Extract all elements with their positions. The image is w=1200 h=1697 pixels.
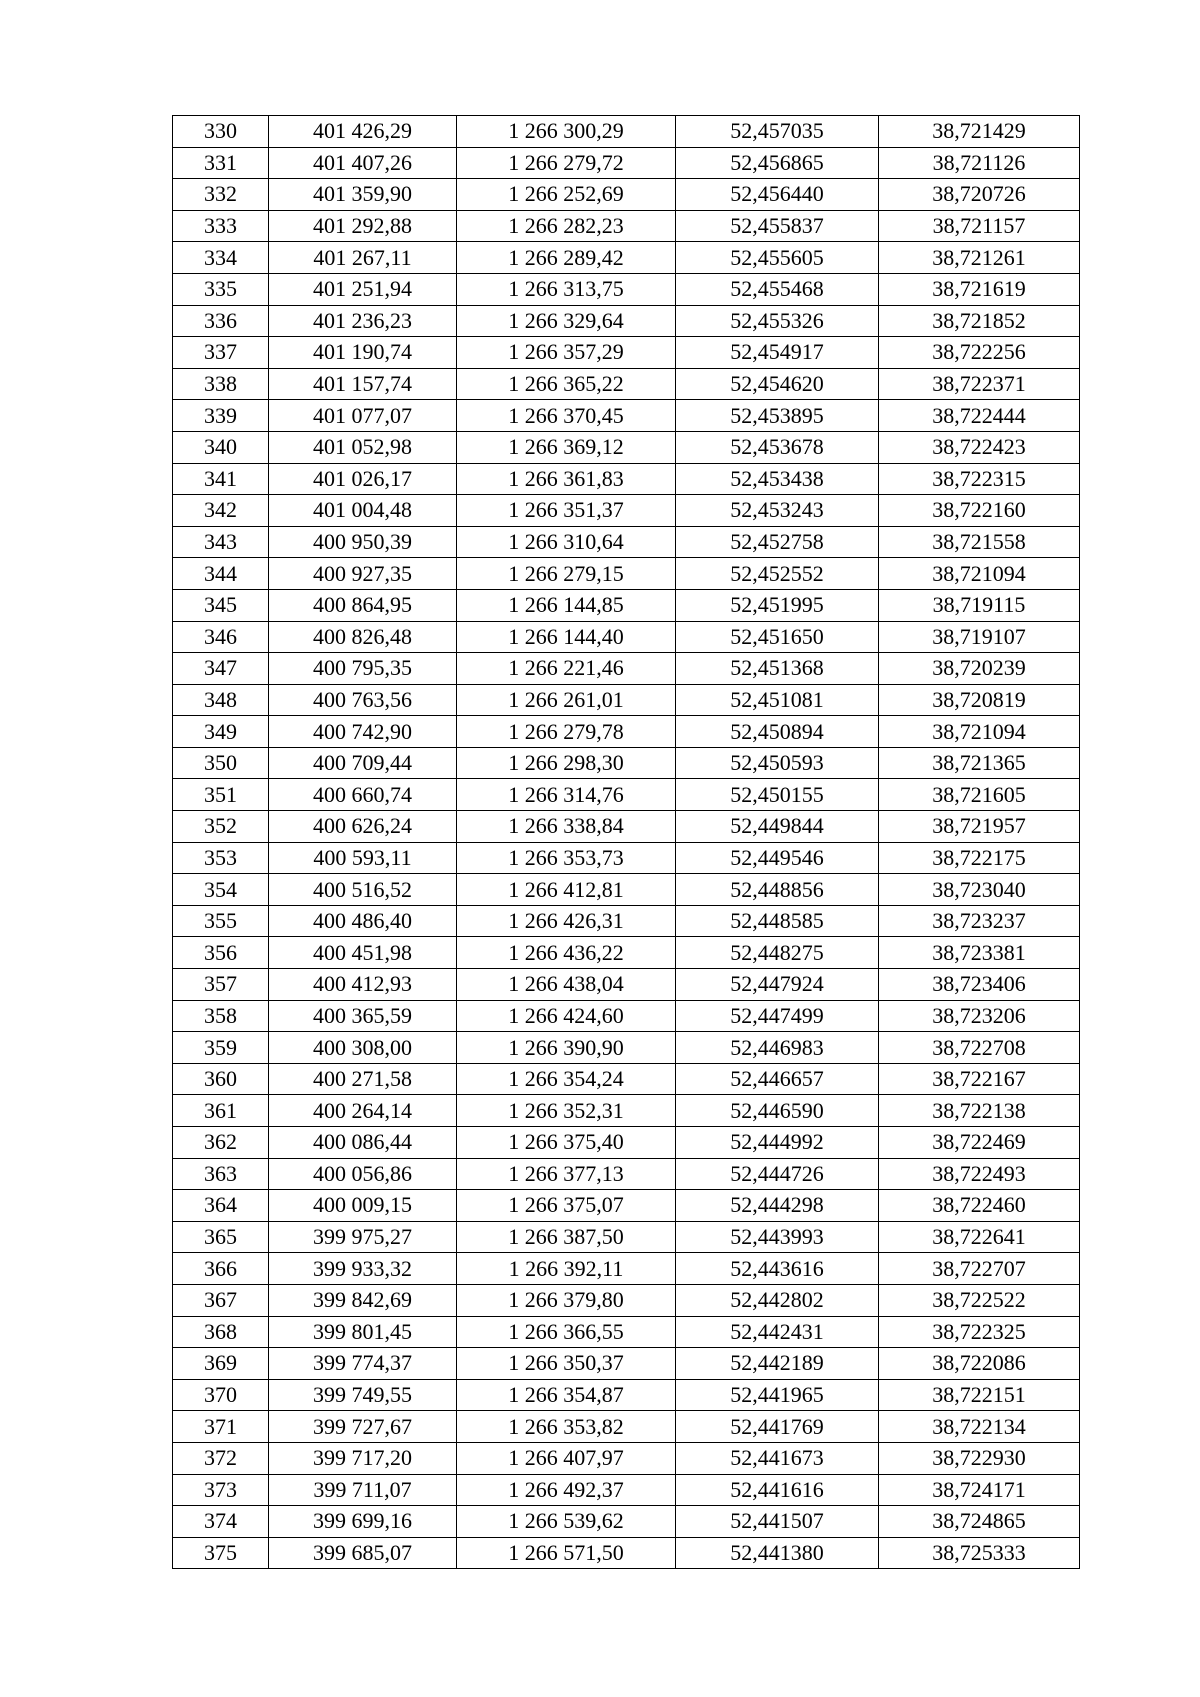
table-row — [173, 779, 1080, 811]
longitude-cell: 38,722325 — [879, 1316, 1080, 1348]
y-coordinate-cell: 1 266 365,22 — [457, 368, 676, 400]
longitude-cell: 38,722175 — [879, 842, 1080, 874]
latitude-cell: 52,449546 — [676, 842, 879, 874]
x-coordinate-cell: 400 516,52 — [269, 874, 457, 906]
x-coordinate-cell: 401 004,48 — [269, 495, 457, 527]
longitude-cell: 38,719107 — [879, 621, 1080, 653]
longitude-cell: 38,721619 — [879, 273, 1080, 305]
table-row — [173, 1284, 1080, 1316]
point-number-cell: 361 — [173, 1095, 269, 1127]
x-coordinate-cell: 400 264,14 — [269, 1095, 457, 1127]
x-coordinate-cell: 399 801,45 — [269, 1316, 457, 1348]
table-row — [173, 463, 1080, 495]
y-coordinate-cell: 1 266 279,78 — [457, 716, 676, 748]
x-coordinate-cell: 400 451,98 — [269, 937, 457, 969]
y-coordinate-cell: 1 266 379,80 — [457, 1284, 676, 1316]
latitude-cell: 52,447924 — [676, 969, 879, 1001]
point-number-cell: 365 — [173, 1221, 269, 1253]
y-coordinate-cell: 1 266 492,37 — [457, 1474, 676, 1506]
x-coordinate-cell: 399 685,07 — [269, 1537, 457, 1569]
table-row — [173, 589, 1080, 621]
longitude-cell: 38,722138 — [879, 1095, 1080, 1127]
longitude-cell: 38,722460 — [879, 1190, 1080, 1222]
table-row — [173, 400, 1080, 432]
longitude-cell: 38,725333 — [879, 1537, 1080, 1569]
y-coordinate-cell: 1 266 144,85 — [457, 589, 676, 621]
longitude-cell: 38,721558 — [879, 526, 1080, 558]
longitude-cell: 38,722469 — [879, 1127, 1080, 1159]
table-row — [173, 842, 1080, 874]
y-coordinate-cell: 1 266 353,82 — [457, 1411, 676, 1443]
latitude-cell: 52,457035 — [676, 116, 879, 148]
longitude-cell: 38,721852 — [879, 305, 1080, 337]
x-coordinate-cell: 399 774,37 — [269, 1348, 457, 1380]
y-coordinate-cell: 1 266 370,45 — [457, 400, 676, 432]
longitude-cell: 38,719115 — [879, 589, 1080, 621]
x-coordinate-cell: 399 975,27 — [269, 1221, 457, 1253]
latitude-cell: 52,442431 — [676, 1316, 879, 1348]
y-coordinate-cell: 1 266 390,90 — [457, 1032, 676, 1064]
x-coordinate-cell: 400 826,48 — [269, 621, 457, 653]
x-coordinate-cell: 399 727,67 — [269, 1411, 457, 1443]
point-number-cell: 340 — [173, 431, 269, 463]
x-coordinate-cell: 400 660,74 — [269, 779, 457, 811]
longitude-cell: 38,721261 — [879, 242, 1080, 274]
y-coordinate-cell: 1 266 314,76 — [457, 779, 676, 811]
point-number-cell: 332 — [173, 179, 269, 211]
x-coordinate-cell: 401 026,17 — [269, 463, 457, 495]
table-row — [173, 1063, 1080, 1095]
point-number-cell: 364 — [173, 1190, 269, 1222]
latitude-cell: 52,441965 — [676, 1379, 879, 1411]
point-number-cell: 357 — [173, 969, 269, 1001]
table-row — [173, 1474, 1080, 1506]
y-coordinate-cell: 1 266 354,24 — [457, 1063, 676, 1095]
latitude-cell: 52,446983 — [676, 1032, 879, 1064]
x-coordinate-cell: 400 009,15 — [269, 1190, 457, 1222]
table-row — [173, 1316, 1080, 1348]
x-coordinate-cell: 401 077,07 — [269, 400, 457, 432]
longitude-cell: 38,722151 — [879, 1379, 1080, 1411]
latitude-cell: 52,448856 — [676, 874, 879, 906]
longitude-cell: 38,721094 — [879, 558, 1080, 590]
x-coordinate-cell: 400 271,58 — [269, 1063, 457, 1095]
table-row — [173, 1537, 1080, 1569]
table-row — [173, 116, 1080, 148]
latitude-cell: 52,450593 — [676, 747, 879, 779]
point-number-cell: 342 — [173, 495, 269, 527]
x-coordinate-cell: 399 933,32 — [269, 1253, 457, 1285]
latitude-cell: 52,451650 — [676, 621, 879, 653]
point-number-cell: 346 — [173, 621, 269, 653]
latitude-cell: 52,449844 — [676, 811, 879, 843]
longitude-cell: 38,722444 — [879, 400, 1080, 432]
table-row — [173, 1348, 1080, 1380]
coordinates-table-body — [173, 116, 1080, 1569]
longitude-cell: 38,723206 — [879, 1000, 1080, 1032]
x-coordinate-cell: 401 292,88 — [269, 210, 457, 242]
y-coordinate-cell: 1 266 407,97 — [457, 1442, 676, 1474]
table-row — [173, 716, 1080, 748]
latitude-cell: 52,456440 — [676, 179, 879, 211]
latitude-cell: 52,441769 — [676, 1411, 879, 1443]
latitude-cell: 52,441507 — [676, 1506, 879, 1538]
point-number-cell: 369 — [173, 1348, 269, 1380]
point-number-cell: 335 — [173, 273, 269, 305]
x-coordinate-cell: 401 407,26 — [269, 147, 457, 179]
latitude-cell: 52,442802 — [676, 1284, 879, 1316]
x-coordinate-cell: 401 190,74 — [269, 337, 457, 369]
y-coordinate-cell: 1 266 539,62 — [457, 1506, 676, 1538]
table-row — [173, 969, 1080, 1001]
y-coordinate-cell: 1 266 352,31 — [457, 1095, 676, 1127]
y-coordinate-cell: 1 266 313,75 — [457, 273, 676, 305]
point-number-cell: 331 — [173, 147, 269, 179]
latitude-cell: 52,441673 — [676, 1442, 879, 1474]
table-row — [173, 210, 1080, 242]
x-coordinate-cell: 400 763,56 — [269, 684, 457, 716]
point-number-cell: 337 — [173, 337, 269, 369]
x-coordinate-cell: 400 308,00 — [269, 1032, 457, 1064]
x-coordinate-cell: 399 699,16 — [269, 1506, 457, 1538]
table-row — [173, 1095, 1080, 1127]
table-row — [173, 1158, 1080, 1190]
y-coordinate-cell: 1 266 369,12 — [457, 431, 676, 463]
latitude-cell: 52,442189 — [676, 1348, 879, 1380]
y-coordinate-cell: 1 266 282,23 — [457, 210, 676, 242]
latitude-cell: 52,444726 — [676, 1158, 879, 1190]
table-row — [173, 526, 1080, 558]
longitude-cell: 38,722256 — [879, 337, 1080, 369]
coordinates-table — [172, 115, 1080, 1569]
latitude-cell: 52,441616 — [676, 1474, 879, 1506]
x-coordinate-cell: 401 426,29 — [269, 116, 457, 148]
longitude-cell: 38,723381 — [879, 937, 1080, 969]
x-coordinate-cell: 401 251,94 — [269, 273, 457, 305]
y-coordinate-cell: 1 266 426,31 — [457, 905, 676, 937]
table-row — [173, 1411, 1080, 1443]
y-coordinate-cell: 1 266 571,50 — [457, 1537, 676, 1569]
latitude-cell: 52,453438 — [676, 463, 879, 495]
x-coordinate-cell: 400 086,44 — [269, 1127, 457, 1159]
point-number-cell: 370 — [173, 1379, 269, 1411]
x-coordinate-cell: 401 359,90 — [269, 179, 457, 211]
y-coordinate-cell: 1 266 353,73 — [457, 842, 676, 874]
point-number-cell: 356 — [173, 937, 269, 969]
y-coordinate-cell: 1 266 329,64 — [457, 305, 676, 337]
latitude-cell: 52,453895 — [676, 400, 879, 432]
longitude-cell: 38,724865 — [879, 1506, 1080, 1538]
y-coordinate-cell: 1 266 366,55 — [457, 1316, 676, 1348]
x-coordinate-cell: 400 626,24 — [269, 811, 457, 843]
point-number-cell: 351 — [173, 779, 269, 811]
x-coordinate-cell: 400 927,35 — [269, 558, 457, 590]
y-coordinate-cell: 1 266 412,81 — [457, 874, 676, 906]
x-coordinate-cell: 399 711,07 — [269, 1474, 457, 1506]
longitude-cell: 38,722930 — [879, 1442, 1080, 1474]
x-coordinate-cell: 399 717,20 — [269, 1442, 457, 1474]
longitude-cell: 38,722423 — [879, 431, 1080, 463]
point-number-cell: 343 — [173, 526, 269, 558]
point-number-cell: 350 — [173, 747, 269, 779]
y-coordinate-cell: 1 266 221,46 — [457, 653, 676, 685]
latitude-cell: 52,450155 — [676, 779, 879, 811]
longitude-cell: 38,722167 — [879, 1063, 1080, 1095]
table-row — [173, 1379, 1080, 1411]
latitude-cell: 52,451368 — [676, 653, 879, 685]
x-coordinate-cell: 400 742,90 — [269, 716, 457, 748]
longitude-cell: 38,721957 — [879, 811, 1080, 843]
point-number-cell: 338 — [173, 368, 269, 400]
y-coordinate-cell: 1 266 354,87 — [457, 1379, 676, 1411]
point-number-cell: 359 — [173, 1032, 269, 1064]
latitude-cell: 52,453243 — [676, 495, 879, 527]
latitude-cell: 52,443993 — [676, 1221, 879, 1253]
longitude-cell: 38,723040 — [879, 874, 1080, 906]
point-number-cell: 353 — [173, 842, 269, 874]
point-number-cell: 363 — [173, 1158, 269, 1190]
point-number-cell: 336 — [173, 305, 269, 337]
x-coordinate-cell: 399 749,55 — [269, 1379, 457, 1411]
longitude-cell: 38,721094 — [879, 716, 1080, 748]
y-coordinate-cell: 1 266 438,04 — [457, 969, 676, 1001]
table-row — [173, 242, 1080, 274]
latitude-cell: 52,444992 — [676, 1127, 879, 1159]
latitude-cell: 52,443616 — [676, 1253, 879, 1285]
latitude-cell: 52,453678 — [676, 431, 879, 463]
y-coordinate-cell: 1 266 392,11 — [457, 1253, 676, 1285]
table-row — [173, 1000, 1080, 1032]
point-number-cell: 339 — [173, 400, 269, 432]
table-row — [173, 1221, 1080, 1253]
latitude-cell: 52,454620 — [676, 368, 879, 400]
table-row — [173, 305, 1080, 337]
y-coordinate-cell: 1 266 436,22 — [457, 937, 676, 969]
x-coordinate-cell: 401 052,98 — [269, 431, 457, 463]
longitude-cell: 38,720239 — [879, 653, 1080, 685]
table-row — [173, 937, 1080, 969]
latitude-cell: 52,454917 — [676, 337, 879, 369]
y-coordinate-cell: 1 266 310,64 — [457, 526, 676, 558]
point-number-cell: 355 — [173, 905, 269, 937]
longitude-cell: 38,722086 — [879, 1348, 1080, 1380]
point-number-cell: 368 — [173, 1316, 269, 1348]
x-coordinate-cell: 401 236,23 — [269, 305, 457, 337]
table-row — [173, 811, 1080, 843]
x-coordinate-cell: 400 056,86 — [269, 1158, 457, 1190]
latitude-cell: 52,448585 — [676, 905, 879, 937]
y-coordinate-cell: 1 266 424,60 — [457, 1000, 676, 1032]
table-row — [173, 273, 1080, 305]
x-coordinate-cell: 400 412,93 — [269, 969, 457, 1001]
latitude-cell: 52,451081 — [676, 684, 879, 716]
latitude-cell: 52,447499 — [676, 1000, 879, 1032]
x-coordinate-cell: 400 709,44 — [269, 747, 457, 779]
point-number-cell: 349 — [173, 716, 269, 748]
point-number-cell: 334 — [173, 242, 269, 274]
x-coordinate-cell: 400 593,11 — [269, 842, 457, 874]
y-coordinate-cell: 1 266 387,50 — [457, 1221, 676, 1253]
y-coordinate-cell: 1 266 252,69 — [457, 179, 676, 211]
point-number-cell: 362 — [173, 1127, 269, 1159]
table-row — [173, 337, 1080, 369]
latitude-cell: 52,446590 — [676, 1095, 879, 1127]
y-coordinate-cell: 1 266 279,15 — [457, 558, 676, 590]
point-number-cell: 348 — [173, 684, 269, 716]
table-row — [173, 1127, 1080, 1159]
longitude-cell: 38,721605 — [879, 779, 1080, 811]
longitude-cell: 38,722134 — [879, 1411, 1080, 1443]
point-number-cell: 333 — [173, 210, 269, 242]
longitude-cell: 38,721126 — [879, 147, 1080, 179]
x-coordinate-cell: 400 365,59 — [269, 1000, 457, 1032]
latitude-cell: 52,446657 — [676, 1063, 879, 1095]
longitude-cell: 38,721429 — [879, 116, 1080, 148]
x-coordinate-cell: 400 864,95 — [269, 589, 457, 621]
y-coordinate-cell: 1 266 279,72 — [457, 147, 676, 179]
longitude-cell: 38,722493 — [879, 1158, 1080, 1190]
longitude-cell: 38,722371 — [879, 368, 1080, 400]
longitude-cell: 38,722641 — [879, 1221, 1080, 1253]
longitude-cell: 38,722315 — [879, 463, 1080, 495]
table-row — [173, 147, 1080, 179]
point-number-cell: 354 — [173, 874, 269, 906]
table-row — [173, 621, 1080, 653]
point-number-cell: 366 — [173, 1253, 269, 1285]
table-row — [173, 1506, 1080, 1538]
y-coordinate-cell: 1 266 298,30 — [457, 747, 676, 779]
latitude-cell: 52,448275 — [676, 937, 879, 969]
y-coordinate-cell: 1 266 357,29 — [457, 337, 676, 369]
table-row — [173, 558, 1080, 590]
table-row — [173, 747, 1080, 779]
longitude-cell: 38,723237 — [879, 905, 1080, 937]
y-coordinate-cell: 1 266 300,29 — [457, 116, 676, 148]
x-coordinate-cell: 399 842,69 — [269, 1284, 457, 1316]
longitude-cell: 38,720819 — [879, 684, 1080, 716]
table-row — [173, 368, 1080, 400]
y-coordinate-cell: 1 266 289,42 — [457, 242, 676, 274]
point-number-cell: 371 — [173, 1411, 269, 1443]
latitude-cell: 52,441380 — [676, 1537, 879, 1569]
longitude-cell: 38,721365 — [879, 747, 1080, 779]
point-number-cell: 373 — [173, 1474, 269, 1506]
table-row — [173, 874, 1080, 906]
point-number-cell: 347 — [173, 653, 269, 685]
y-coordinate-cell: 1 266 261,01 — [457, 684, 676, 716]
table-row — [173, 495, 1080, 527]
x-coordinate-cell: 400 486,40 — [269, 905, 457, 937]
point-number-cell: 372 — [173, 1442, 269, 1474]
latitude-cell: 52,455837 — [676, 210, 879, 242]
latitude-cell: 52,452552 — [676, 558, 879, 590]
longitude-cell: 38,722707 — [879, 1253, 1080, 1285]
table-row — [173, 684, 1080, 716]
latitude-cell: 52,456865 — [676, 147, 879, 179]
point-number-cell: 375 — [173, 1537, 269, 1569]
x-coordinate-cell: 401 267,11 — [269, 242, 457, 274]
point-number-cell: 345 — [173, 589, 269, 621]
y-coordinate-cell: 1 266 375,07 — [457, 1190, 676, 1222]
latitude-cell: 52,451995 — [676, 589, 879, 621]
x-coordinate-cell: 401 157,74 — [269, 368, 457, 400]
point-number-cell: 330 — [173, 116, 269, 148]
y-coordinate-cell: 1 266 361,83 — [457, 463, 676, 495]
x-coordinate-cell: 400 950,39 — [269, 526, 457, 558]
table-row — [173, 179, 1080, 211]
longitude-cell: 38,722708 — [879, 1032, 1080, 1064]
table-row — [173, 1190, 1080, 1222]
latitude-cell: 52,455605 — [676, 242, 879, 274]
table-row — [173, 905, 1080, 937]
point-number-cell: 360 — [173, 1063, 269, 1095]
y-coordinate-cell: 1 266 377,13 — [457, 1158, 676, 1190]
y-coordinate-cell: 1 266 351,37 — [457, 495, 676, 527]
y-coordinate-cell: 1 266 375,40 — [457, 1127, 676, 1159]
table-row — [173, 1253, 1080, 1285]
point-number-cell: 341 — [173, 463, 269, 495]
latitude-cell: 52,444298 — [676, 1190, 879, 1222]
longitude-cell: 38,720726 — [879, 179, 1080, 211]
table-row — [173, 431, 1080, 463]
latitude-cell: 52,450894 — [676, 716, 879, 748]
latitude-cell: 52,455326 — [676, 305, 879, 337]
longitude-cell: 38,721157 — [879, 210, 1080, 242]
point-number-cell: 344 — [173, 558, 269, 590]
longitude-cell: 38,722522 — [879, 1284, 1080, 1316]
y-coordinate-cell: 1 266 350,37 — [457, 1348, 676, 1380]
latitude-cell: 52,452758 — [676, 526, 879, 558]
point-number-cell: 374 — [173, 1506, 269, 1538]
table-row — [173, 1442, 1080, 1474]
y-coordinate-cell: 1 266 338,84 — [457, 811, 676, 843]
point-number-cell: 367 — [173, 1284, 269, 1316]
y-coordinate-cell: 1 266 144,40 — [457, 621, 676, 653]
table-row — [173, 1032, 1080, 1064]
longitude-cell: 38,724171 — [879, 1474, 1080, 1506]
longitude-cell: 38,723406 — [879, 969, 1080, 1001]
longitude-cell: 38,722160 — [879, 495, 1080, 527]
latitude-cell: 52,455468 — [676, 273, 879, 305]
point-number-cell: 358 — [173, 1000, 269, 1032]
table-row — [173, 653, 1080, 685]
point-number-cell: 352 — [173, 811, 269, 843]
x-coordinate-cell: 400 795,35 — [269, 653, 457, 685]
